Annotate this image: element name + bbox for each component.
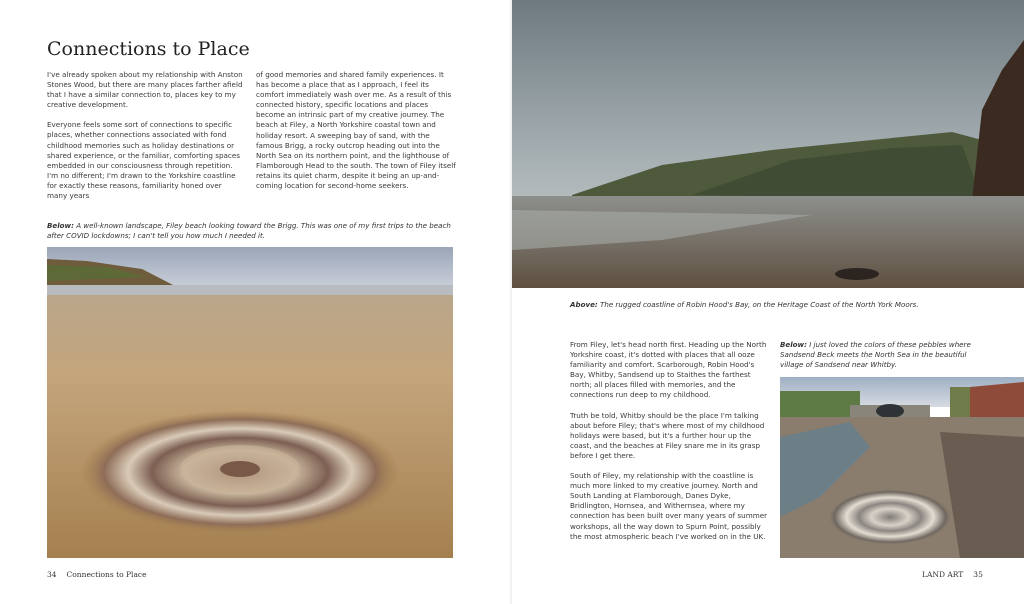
running-title: Connections to Place [66,570,147,579]
page-title: Connections to Place [47,38,250,60]
right-page [512,0,1024,604]
page-number: 35 [973,570,983,579]
caption-label: Above: [570,300,598,309]
filey-beach-stone-circle-photo [47,247,453,558]
left-page [0,0,510,604]
caption-label: Below: [780,340,807,349]
text-column-1 [47,70,243,211]
paragraph: Everyone feels some sort of connections to specific places, whether connections associated with fond childhood memories such as holiday destinations or shared experience, or the familiar, comforting spaces embedded in our consciousness through repetition. I'm no different; I'm drawn to the Yorkshire coastline for exactly these reasons, familiarity honed over many years [47,120,241,201]
body-text [570,340,770,552]
photo-caption [47,221,457,241]
caption-text: I just loved the colors of these pebbles where Sandsend Beck meets the North Sea in the beautiful village of Sandsend near Whitby. [780,340,971,369]
running-title: LAND ART [922,570,964,579]
caption-label: Below: [47,221,74,230]
robin-hoods-bay-photo [512,0,1024,288]
paragraph: I've already spoken about my relationship with Anston Stones Wood, but there are many places farther afield that I have a similar connection to, places key to my creative development. [47,70,243,110]
folio-right [922,570,983,579]
sandsend-pebbles-photo [780,377,1024,558]
caption-text: A well-known landscape, Filey beach looking toward the Brigg. This was one of my first trips to the beach after COVID lockdowns; I can't tell you how much I needed it. [47,221,451,240]
folio-left [47,570,147,579]
caption-text: The rugged coastline of Robin Hood's Bay, on the Heritage Coast of the North York Moors. [599,300,919,309]
page-number: 34 [47,570,57,579]
side-photo-caption [780,340,972,370]
paragraph: Truth be told, Whitby should be the place I'm talking about before Filey; that's where most of my childhood holidays were based, but it's a further hour up the coast, and the beaches at Filey snare me in its grasp before I get there. [570,410,765,460]
paragraph: of good memories and shared family experiences. It has become a place that as I approach, I feel its comfort immediately wash over me. As a result of this connected history, specific locations and places become an intrinsic part of my creative journey. The beach at Filey, a North Yorkshire coastal town and holiday resort. A sweeping bay of sand, with the famous Brigg, a rocky outcrop heading out into the North Sea on its northern point, and the lighthouse of Flamborough Head to the south. The town of Filey itself retains its quiet charm, despite it being an up-and-coming location for second-home seekers. [256,70,456,191]
top-photo-caption [570,300,1010,310]
text-column-2 [256,70,456,201]
paragraph: From Filey, let's head north first. Heading up the North Yorkshire coast, it's dotted with places that all ooze familiarity and comfort. Scarborough, Robin Hood's Bay, Whitby, Sandsend up to Staithes the farthest north; all places filled with memories, and the connections run deep to my childhood. [570,340,767,400]
paragraph: South of Filey, my relationship with the coastline is much more linked to my creative journey. North and South Landing at Flamborough, Danes Dyke, Bridlington, Hornsea, and Withernsea, where my connection has been built over many years of summer workshops, all the way down to Spurn Point, possibly the most atmospheric beach I've worked on in the UK. [570,471,768,541]
